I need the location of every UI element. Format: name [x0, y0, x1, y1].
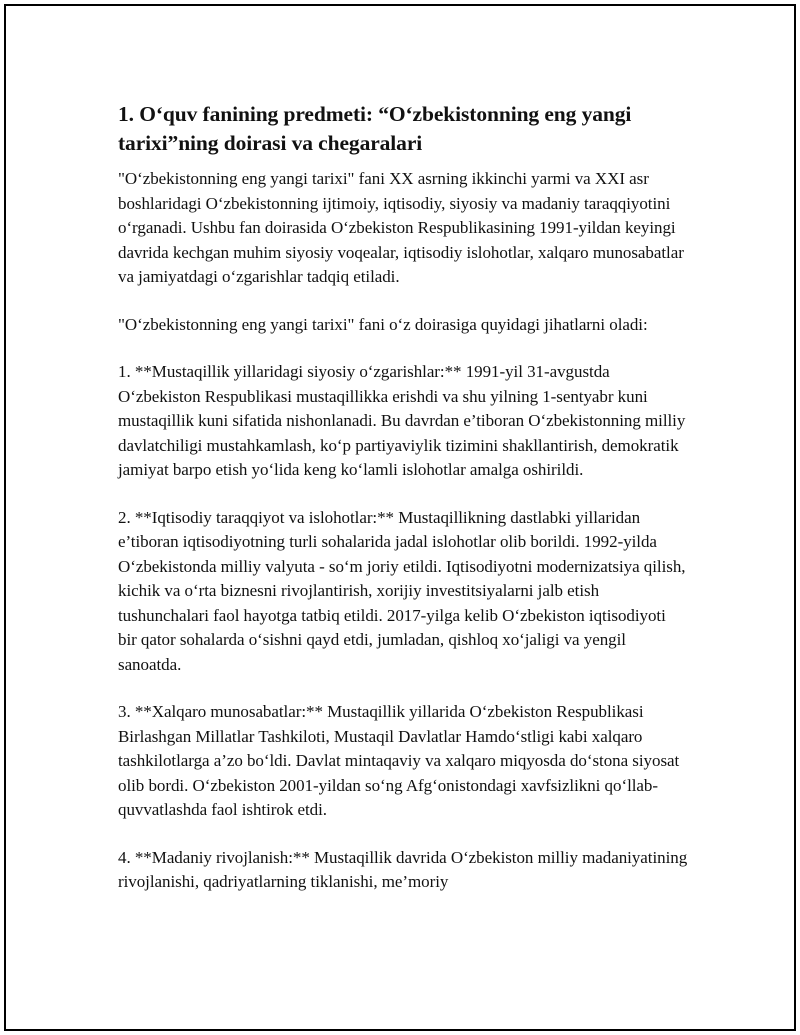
economic-reforms-paragraph: 2. **Iqtisodiy taraqqiyot va islohotlar:** Mustaqillikning dastlabki yillaridan e’tiboran iqtisodiyotning turli sohalarida jadal islohotlar olib borildi. 1992-yilda O‘zbekistonda milliy valyuta - so‘m joriy etildi. Iqtisodiyotni modernizatsiya qilish, kichik va o‘rta biznesni rivojlantirish, xorijiy investitsiyalarni jalb etish tushunchalari faol hayotga tatbiq etildi. 2017-yilga kelib O‘zbekiston iqtisodiyoti bir qator sohalarda o‘sishni qayd etdi, jumladan, qishloq xo‘jaligi va yengil sanoatda.: [118, 507, 686, 674]
intro-paragraph: "O‘zbekistonning eng yangi tarixi" fani XX asrning ikkinchi yarmi va XXI asr boshlaridagi O‘zbekistonning ijtimoiy, iqtisodiy, siyosiy va madaniy taraqqiyotini o‘rganadi. Ushbu fan doirasida O‘zbekiston Respublikasining 1991-yildan keyingi davrida kechgan muhim siyosiy voqealar, iqtisodiy islohotlar, xalqaro munosabatlar va jamiyatdagi o‘zgarishlar tadqiq etiladi.: [118, 169, 684, 286]
document-body: [118, 100, 688, 918]
section-heading: 1. O‘quv fanining predmeti: “O‘zbekistonning eng yangi tarixi”ning doirasi va chegaralari: [118, 102, 632, 155]
international-relations-paragraph: 3. **Xalqaro munosabatlar:** Mustaqillik yillarida O‘zbekiston Respublikasi Birlashgan Millatlar Tashkiloti, Mustaqil Davlatlar Hamdo‘stligi kabi xalqaro tashkilotlarga a’zo bo‘ldi. Davlat mintaqaviy va xalqaro miqyosda do‘stona siyosat olib bordi. O‘zbekiston 2001-yildan so‘ng Afg‘onistondagi xavfsizlikni qo‘llab-quvvatlashda faol ishtirok etdi.: [118, 702, 680, 819]
scope-paragraph: "O‘zbekistonning eng yangi tarixi" fani o‘z doirasiga quyidagi jihatlarni oladi:: [118, 314, 648, 334]
political-changes-paragraph: 1. **Mustaqillik yillaridagi siyosiy o‘zgarishlar:** 1991-yil 31-avgustda O‘zbekiston Respublikasi mustaqillikka erishdi va shu yilning 1-sentyabr kuni mustaqillik kuni sifatida nishonlanadi. Bu davrdan e’tiboran O‘zbekistonning milliy davlatchiligi mustahkamlash, ko‘p partiyaviylik tizimini shakllantirish, demokratik jamiyat barpo etish yo‘lida keng ko‘lamli islohotlar amalga oshirildi.: [118, 362, 686, 479]
document-page: [4, 4, 796, 1031]
cultural-development-paragraph: 4. **Madaniy rivojlanish:** Mustaqillik davrida O‘zbekiston milliy madaniyatining rivojlanishi, qadriyatlarning tiklanishi, me’moriy: [118, 847, 688, 891]
